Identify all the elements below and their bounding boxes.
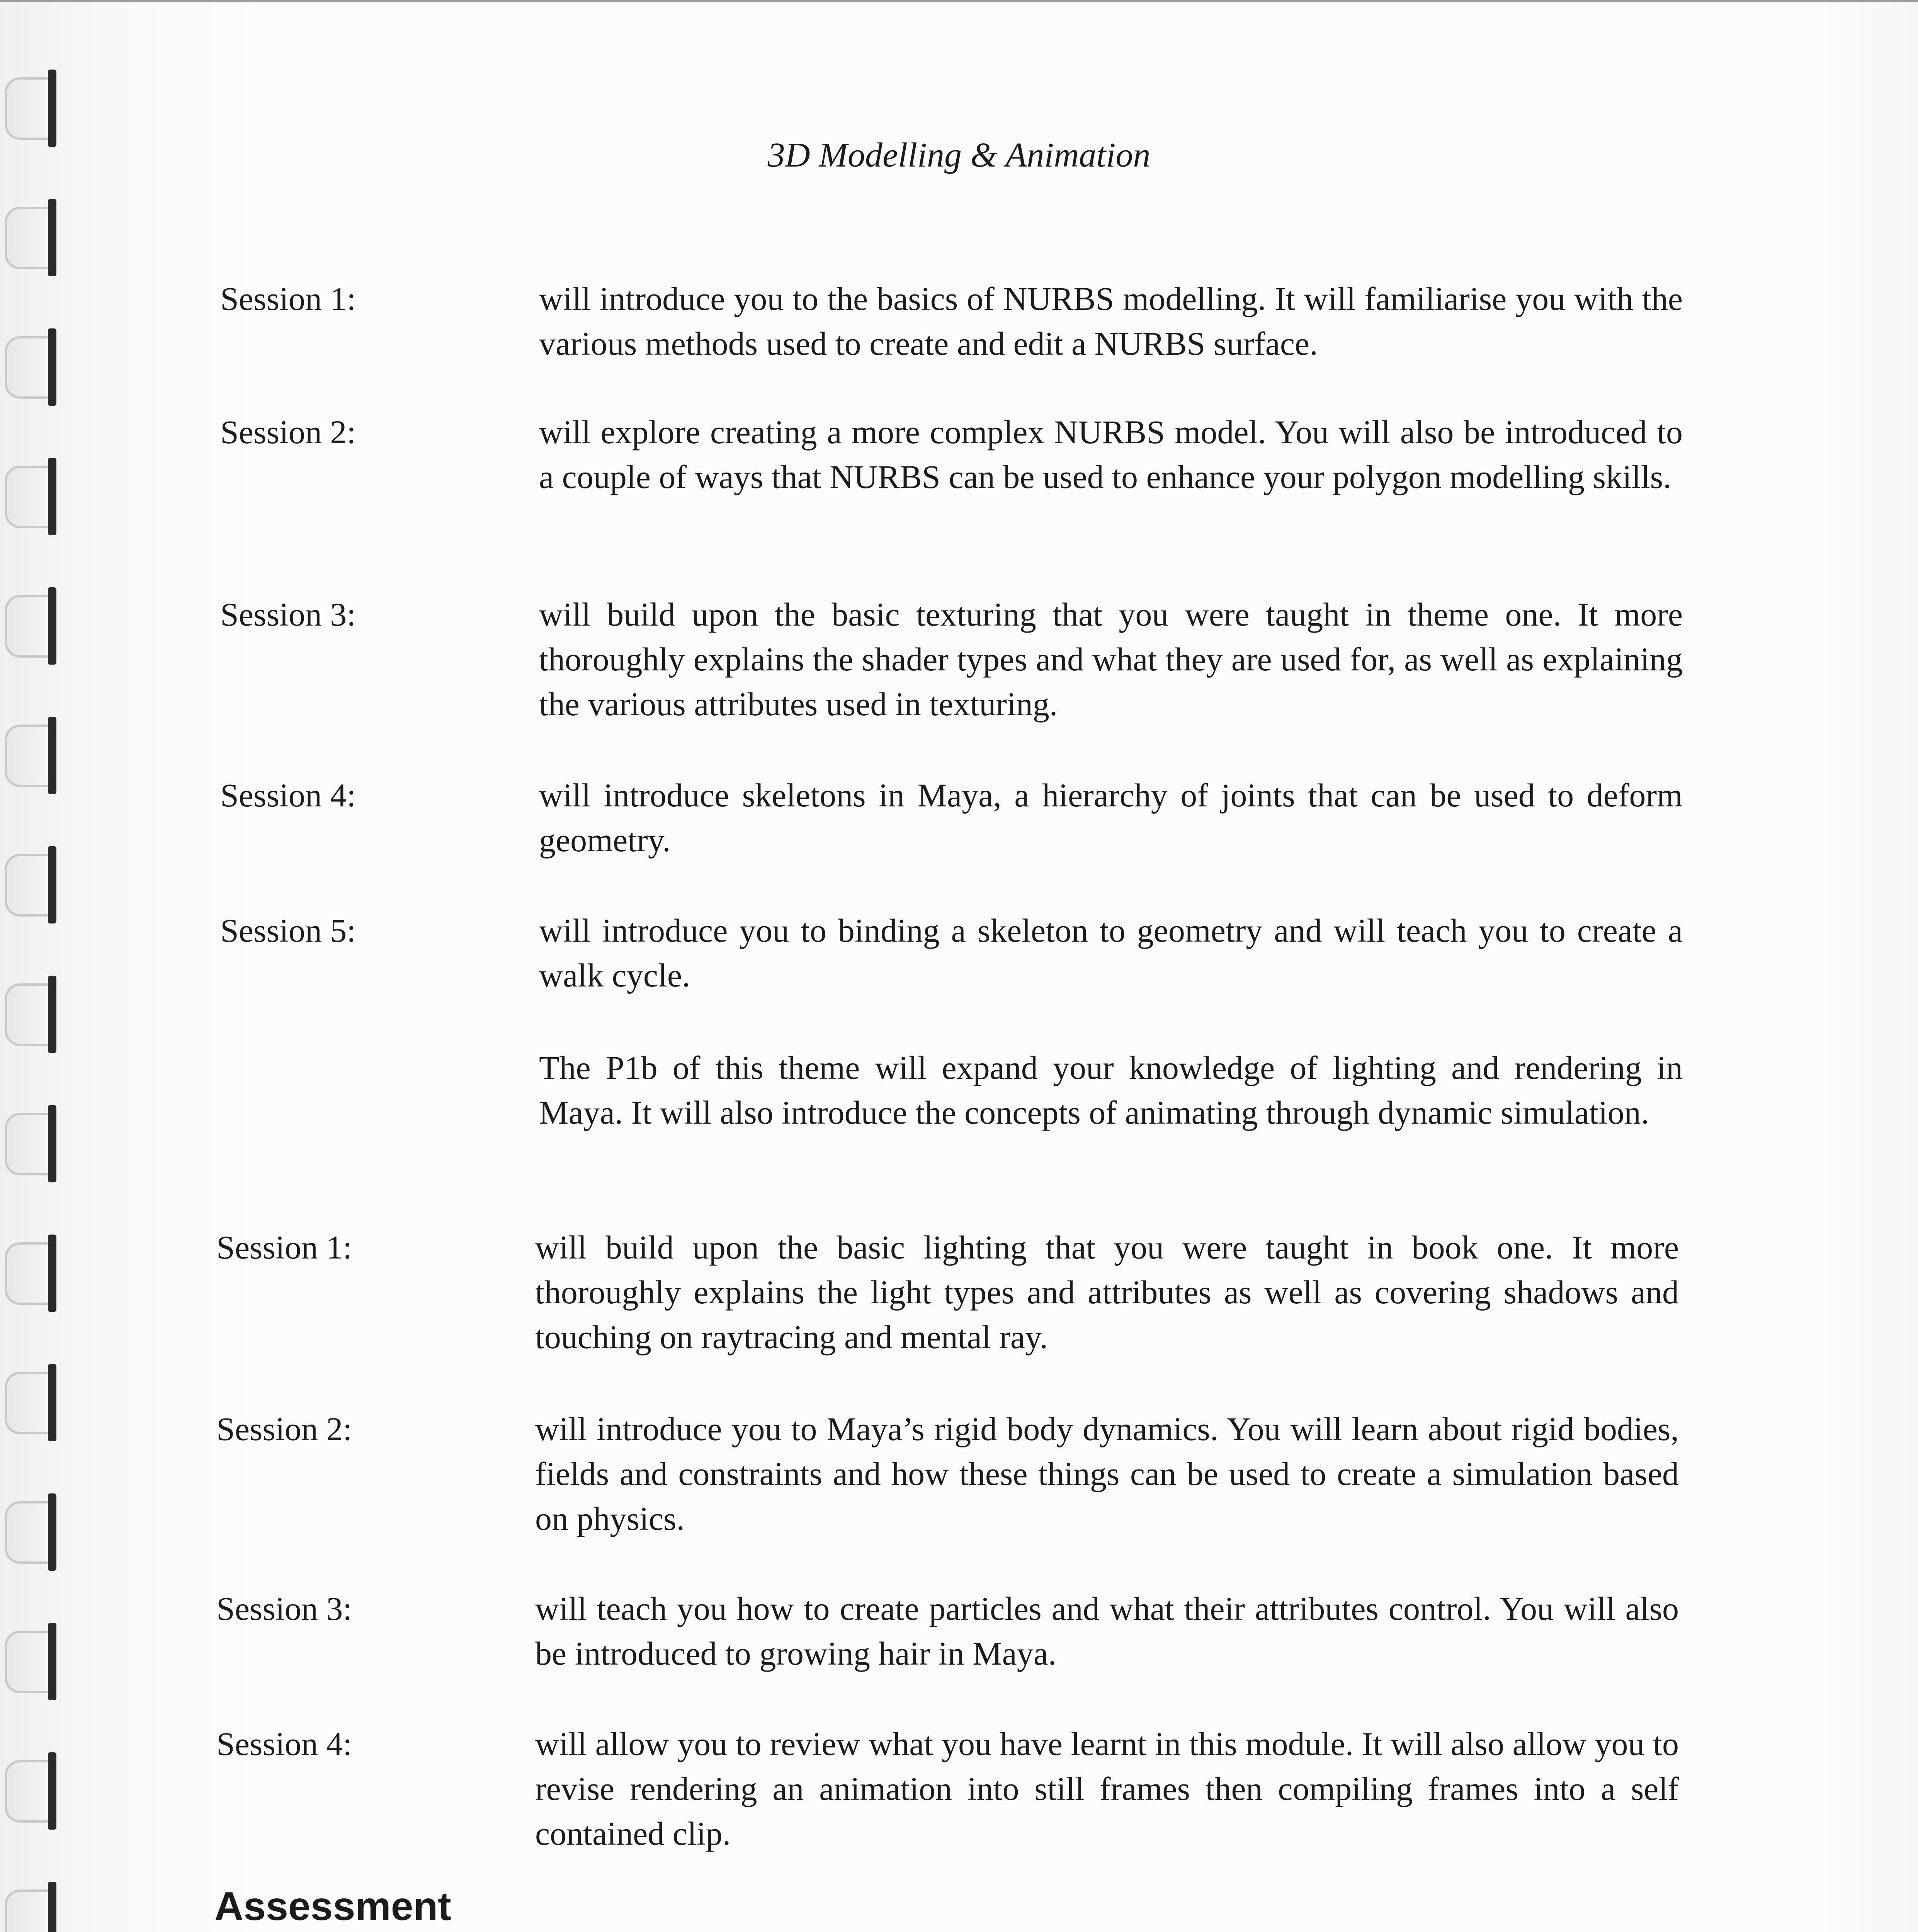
session-description: will introduce you to the basics of NURBS modelling. It will familiarise you with the various methods used to create and edit a NURBS surface. <box>539 280 1683 362</box>
binding-hole <box>48 458 56 535</box>
session-description: will teach you how to create particles and what their attributes control. You will also be introduced to growing hair in Maya. <box>535 1590 1679 1672</box>
binding-ring-loop <box>5 1372 49 1434</box>
session-label: Session 5: <box>220 912 356 949</box>
binding-ring-loop <box>5 854 49 917</box>
page-top-edge <box>0 0 1918 2</box>
session-label: Session 3: <box>216 1590 352 1627</box>
binding-ring <box>5 458 63 535</box>
session-label: Session 1: <box>220 280 356 317</box>
session-description: will introduce you to binding a skeleton to geometry and will teach you to create a walk cycle. <box>539 912 1683 994</box>
binding-ring <box>5 1493 63 1571</box>
session-label: Session 3: <box>220 596 356 633</box>
binding-ring-loop <box>5 1889 49 1932</box>
binding-ring-loop <box>5 336 49 399</box>
p1b-intro: The P1b of this theme will expand your knowledge of lighting and rendering in Maya. It will also introduce the concepts of animating through dynamic simulation. <box>539 1049 1683 1131</box>
binding-ring-loop <box>5 1631 49 1693</box>
binding-ring-loop <box>5 724 49 787</box>
binding-ring-loop <box>5 77 49 140</box>
binding-ring <box>5 1623 63 1700</box>
session-label: Session 4: <box>216 1725 352 1762</box>
binding-hole <box>48 587 56 665</box>
binding-hole <box>48 976 56 1053</box>
binding-ring <box>5 1364 63 1441</box>
binding-ring <box>5 328 63 406</box>
binding-hole <box>48 717 56 794</box>
binding-hole <box>48 1105 56 1182</box>
binding-ring <box>5 1105 63 1182</box>
binding-ring <box>5 1235 63 1312</box>
session-description: will introduce skeletons in Maya, a hierarchy of joints that can be used to deform geometry. <box>539 777 1683 859</box>
binding-hole <box>48 328 56 406</box>
binding-ring-loop <box>5 207 49 269</box>
binding-ring-loop <box>5 1501 49 1564</box>
binding-ring-loop <box>5 595 49 658</box>
binding-ring <box>5 976 63 1053</box>
binding-ring <box>5 846 63 923</box>
binding-hole <box>48 1364 56 1441</box>
session-label: Session 1: <box>216 1229 352 1266</box>
session-label: Session 2: <box>216 1410 352 1447</box>
session-description: will build upon the basic texturing that you were taught in theme one. It more thoroughly explains the shader types and what they are used for, as well as explaining the various attributes used in texturing. <box>539 596 1683 723</box>
binding-ring <box>5 717 63 794</box>
session-label: Session 4: <box>220 777 356 814</box>
binding-hole <box>48 1882 56 1932</box>
binding-ring <box>5 1752 63 1830</box>
session-label: Session 2: <box>220 413 356 451</box>
binding-ring <box>5 587 63 665</box>
binding-hole <box>48 1235 56 1312</box>
binding-hole <box>48 1752 56 1830</box>
spiral-binding <box>0 0 77 1932</box>
binding-ring-loop <box>5 1113 49 1175</box>
binding-hole <box>48 1623 56 1700</box>
session-description: will introduce you to Maya’s rigid body dynamics. You will learn about rigid bodies, fields and constraints and how these things can be used to create a simulation based on physics. <box>535 1410 1679 1537</box>
binding-ring <box>5 199 63 276</box>
session-description: will build upon the basic lighting that you were taught in book one. It more thoroughly explains the light types and attributes as well as covering shadows and touching on raytracing and mental ray. <box>535 1229 1679 1355</box>
binding-ring-loop <box>5 1242 49 1305</box>
session-description: will explore creating a more complex NURBS model. You will also be introduced to a couple of ways that NURBS can be used to enhance your polygon modelling skills. <box>539 413 1683 495</box>
running-header: 3D Modelling & Animation <box>767 136 1151 174</box>
binding-ring-loop <box>5 466 49 528</box>
session-description: will allow you to review what you have learnt in this module. It will also allow you to revise rendering an animation into still frames then compiling frames into a self contained clip. <box>535 1725 1679 1852</box>
binding-hole <box>48 1493 56 1571</box>
assessment-heading: Assessment <box>214 1884 451 1929</box>
binding-ring-loop <box>5 983 49 1046</box>
binding-hole <box>48 846 56 923</box>
binding-ring <box>5 1882 63 1932</box>
binding-hole <box>48 199 56 276</box>
binding-ring-loop <box>5 1760 49 1823</box>
